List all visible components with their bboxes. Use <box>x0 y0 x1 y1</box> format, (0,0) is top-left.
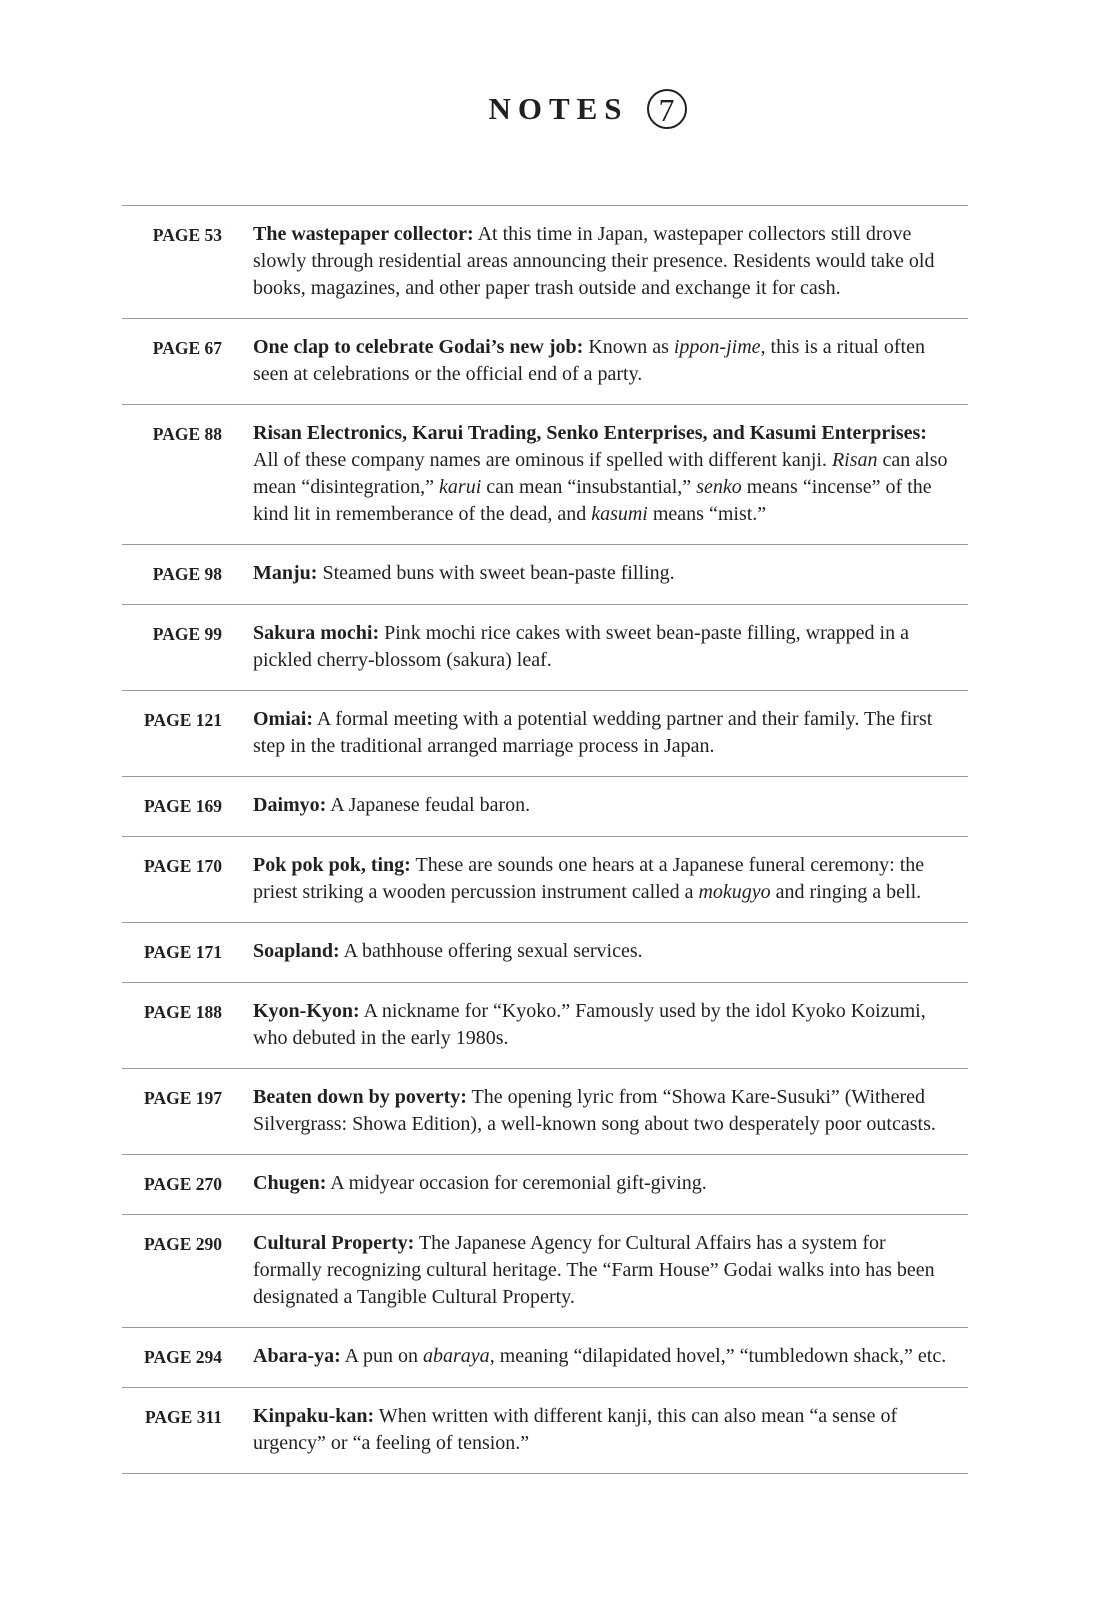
note-definition: A nickname for “Kyoko.” Famously used by the idol Kyoko Koizumi, who debuted in the early 1980s. <box>253 1000 926 1049</box>
note-page-ref: PAGE 53 <box>152 225 222 245</box>
note-italic-term: mokugyo <box>698 881 771 903</box>
note-definition: , this is a ritual often seen at celebrations or the official end of a party. <box>253 336 925 385</box>
note-term: One clap to celebrate Godai’s new job: <box>253 336 584 358</box>
note-definition: Known as <box>583 336 674 358</box>
note-row <box>122 837 968 923</box>
note-italic-term: ippon-jime <box>673 336 761 358</box>
note-italic-term: karui <box>439 476 482 498</box>
note-text <box>253 1230 968 1311</box>
note-text <box>253 852 968 906</box>
note-page-ref: PAGE 294 <box>144 1347 222 1367</box>
note-row <box>122 923 968 983</box>
note-row <box>122 1388 968 1474</box>
note-definition: A formal meeting with a potential wedding partner and their family. The first step in the traditional arranged marriage process in Japan. <box>253 708 933 757</box>
note-row <box>122 1069 968 1155</box>
note-term: Manju: <box>253 562 318 584</box>
note-term: Kinpaku-kan: <box>253 1405 375 1427</box>
note-term: Beaten down by poverty: <box>253 1086 467 1108</box>
note-term: Risan Electronics, Karui Trading, Senko Enterprises, and Kasumi Enterprises: <box>253 422 927 444</box>
note-definition: When written with different kanji, this can also mean “a sense of urgency” or “a feeling of tension.” <box>253 1405 898 1454</box>
note-row <box>122 319 968 405</box>
note-italic-term: abaraya <box>423 1345 490 1367</box>
notes-table <box>122 205 968 1474</box>
note-definition: , meaning “dilapidated hovel,” “tumbledown shack,” etc. <box>489 1345 947 1367</box>
note-row <box>122 1328 968 1388</box>
note-row <box>122 777 968 837</box>
note-definition: All of these company names are ominous if spelled with different kanji. <box>253 449 832 471</box>
note-definition: At this time in Japan, wastepaper collectors still drove slowly through residential areas announcing their presence. Residents would take old books, magazines, and other paper trash outside and exchange it for cash. <box>253 223 935 299</box>
note-definition: and ringing a bell. <box>770 881 922 903</box>
note-page-ref: PAGE 188 <box>144 1002 222 1022</box>
note-page-ref: PAGE 98 <box>152 564 222 584</box>
note-definition: A midyear occasion for ceremonial gift-giving. <box>326 1172 707 1194</box>
note-row <box>122 1215 968 1328</box>
note-page-ref: PAGE 171 <box>144 942 222 962</box>
note-term: Daimyo: <box>253 794 327 816</box>
note-text <box>253 1084 968 1138</box>
note-text <box>253 1403 968 1457</box>
note-term: Pok pok pok, ting: <box>253 854 411 876</box>
note-text <box>253 706 968 760</box>
note-page-ref: PAGE 290 <box>144 1234 222 1254</box>
note-text <box>253 560 968 588</box>
note-definition: can mean “insubstantial,” <box>481 476 697 498</box>
note-text <box>253 938 968 966</box>
note-page-ref: PAGE 197 <box>144 1088 222 1108</box>
note-text <box>253 420 968 528</box>
note-definition: Steamed buns with sweet bean-paste filling. <box>317 562 675 584</box>
note-row <box>122 605 968 691</box>
note-term: The wastepaper collector: <box>253 223 474 245</box>
note-text <box>253 1170 968 1198</box>
note-text <box>253 620 968 674</box>
note-page-ref: PAGE 311 <box>145 1407 222 1427</box>
note-page-ref: PAGE 270 <box>144 1174 222 1194</box>
note-term: Cultural Property: <box>253 1232 415 1254</box>
note-row <box>122 545 968 605</box>
note-term: Omiai: <box>253 708 313 730</box>
note-row <box>122 405 968 545</box>
note-definition: A Japanese feudal baron. <box>326 794 531 816</box>
note-text <box>253 792 968 820</box>
note-definition: means “incense” of the kind lit in rememberance of the dead, and <box>253 476 932 525</box>
note-page-ref: PAGE 121 <box>144 710 222 730</box>
note-italic-term: senko <box>696 476 742 498</box>
note-page-ref: PAGE 169 <box>144 796 222 816</box>
note-definition: A pun on <box>340 1345 424 1367</box>
note-definition: means “mist.” <box>647 503 767 525</box>
note-text <box>253 334 968 388</box>
note-term: Chugen: <box>253 1172 327 1194</box>
note-term: Soapland: <box>253 940 340 962</box>
note-row <box>122 1155 968 1215</box>
note-definition: These are sounds one hears at a Japanese funeral ceremony: the priest striking a wooden percussion instrument called a <box>253 854 925 903</box>
note-row <box>122 691 968 777</box>
note-row <box>122 206 968 319</box>
note-row <box>122 983 968 1069</box>
note-page-ref: PAGE 67 <box>152 338 222 358</box>
note-page-ref: PAGE 99 <box>152 624 222 644</box>
note-text <box>253 998 968 1052</box>
note-text <box>253 1343 968 1371</box>
note-page-ref: PAGE 88 <box>152 424 222 444</box>
chapter-number-badge: 7 <box>647 89 687 129</box>
note-definition: A bathhouse offering sexual services. <box>339 940 643 962</box>
note-italic-term: kasumi <box>591 503 648 525</box>
note-definition: The opening lyric from “Showa Kare-Susuki” (Withered Silvergrass: Showa Edition), a well-known song about two desperately poor outcasts. <box>253 1086 936 1135</box>
note-definition: Pink mochi rice cakes with sweet bean-paste filling, wrapped in a pickled cherry-blossom (sakura) leaf. <box>253 622 909 671</box>
note-term: Sakura mochi: <box>253 622 380 644</box>
page-title: NOTES <box>488 91 629 126</box>
note-page-ref: PAGE 170 <box>144 856 222 876</box>
note-italic-term: Risan <box>831 449 878 471</box>
page-header <box>0 82 1115 136</box>
note-definition: can also mean “disintegration,” <box>253 449 948 498</box>
note-text <box>253 221 968 302</box>
note-term: Abara-ya: <box>253 1345 341 1367</box>
note-definition: The Japanese Agency for Cultural Affairs has a system for formally recognizing cultural heritage. The “Farm House” Godai walks into has been designated a Tangible Cultural Property. <box>253 1232 935 1308</box>
note-term: Kyon-Kyon: <box>253 1000 360 1022</box>
